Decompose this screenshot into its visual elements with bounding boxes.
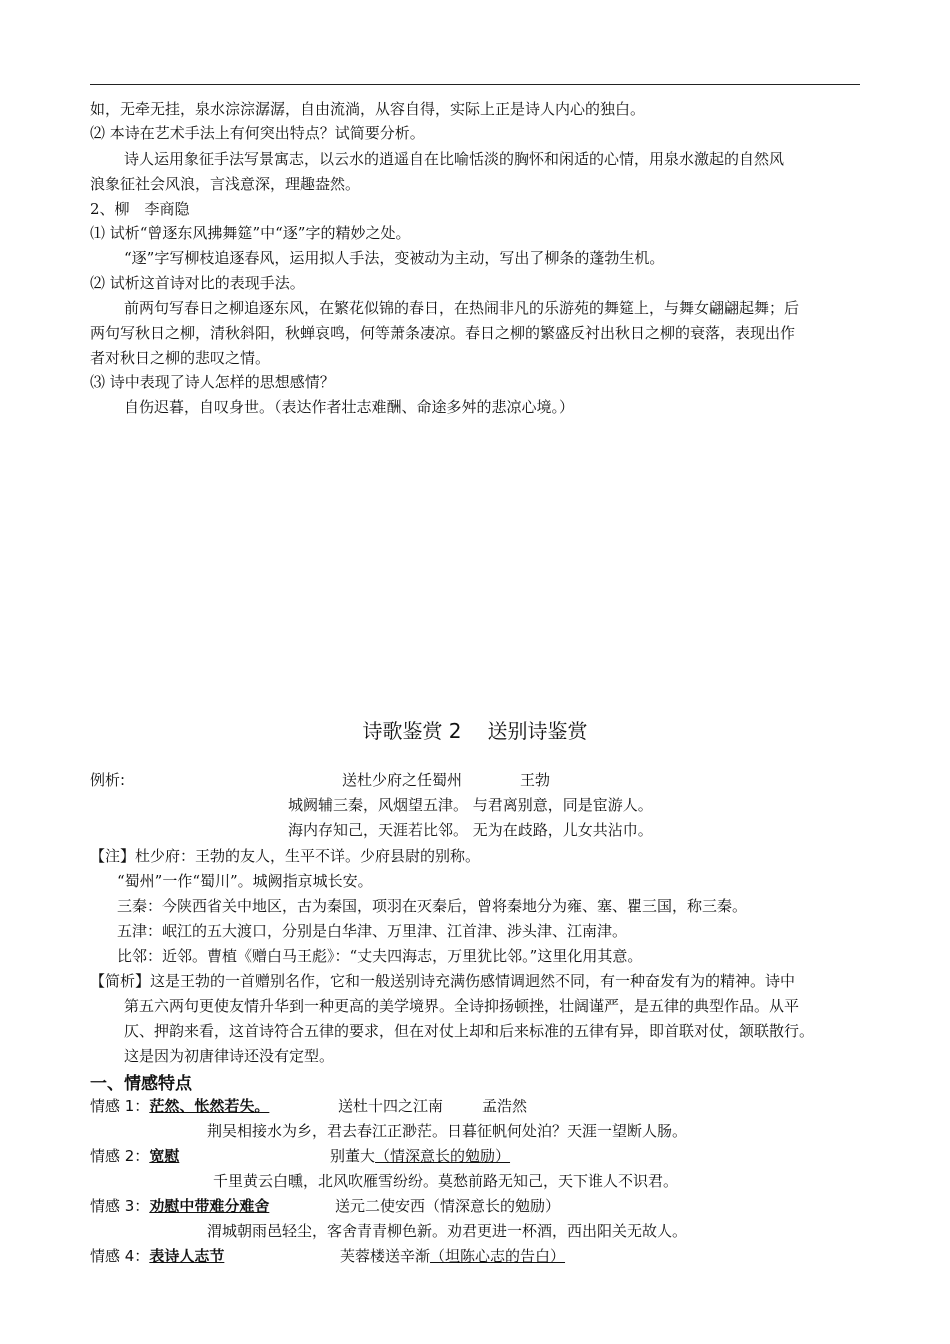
poem-line-2: 海内存知己，天涯若比邻。 无为在歧路，儿女共沾巾。: [288, 821, 653, 839]
answer-2-line1: 诗人运用象征手法写景寓志，以云水的逍遥自在比喻恬淡的胸怀和闲适的心情，用泉水激起的自然风: [124, 150, 785, 168]
emotion-4-poem: 芙蓉楼送辛渐（坦陈心志的告白）: [340, 1247, 566, 1265]
title-part2: 送别诗鉴赏: [487, 719, 588, 743]
page-title: [0, 715, 950, 744]
s2-answer-3: 自伤迟暮，自叹身世。（表达作者壮志难酬、命途多舛的悲凉心境。）: [124, 398, 575, 416]
note-2: “蜀州”一作“蜀川”。城阙指京城长安。: [117, 872, 373, 890]
section-heading: 一、情感特点: [90, 1074, 192, 1094]
paragraph-line: 如，无牵无挂，泉水淙淙潺潺，自由流淌，从容自得，实际上正是诗人内心的独白。: [90, 100, 646, 118]
header-rule: [90, 84, 860, 85]
emotion-1-label: 情感 1：茫然、怅然若失。: [90, 1097, 270, 1115]
note-1: 【注】杜少府：王勃的友人，生平不详。少府县尉的别称。: [90, 847, 481, 865]
poem-title: 送杜少府之任蜀州: [342, 771, 463, 789]
emotion-1-poem: 送杜十四之江南: [338, 1097, 444, 1115]
emotion-2-value: 宽慰: [149, 1147, 180, 1165]
emotion-1-author: 孟浩然: [482, 1097, 528, 1115]
poem-line-1: 城阙辅三秦，风烟望五津。 与君离别意，同是宦游人。: [288, 796, 653, 814]
section-2-heading: 2、柳 李商隐: [90, 200, 190, 218]
answer-2-line2: 浪象征社会风浪，言浅意深，理趣盎然。: [90, 175, 361, 193]
question-2: ⑵ 本诗在艺术手法上有何突出特点？试简要分析。: [90, 124, 425, 142]
title-part1: 诗歌鉴赏 2: [362, 719, 462, 743]
emotion-1-verse: 荆吴相接水为乡，君去春江正渺茫。日暮征帆何处泊？天涯一望断人肠。: [207, 1122, 688, 1140]
emotion-2-verse: 千里黄云白曛，北风吹雁雪纷纷。莫愁前路无知己，天下谁人不识君。: [213, 1172, 679, 1190]
emotion-2-poem: 别董大（情深意长的勉励）: [330, 1147, 511, 1165]
analysis-line-1: 【简析】这是王勃的一首赠别名作，它和一般送别诗充满伤感情调迥然不同，有一种奋发有为的精神。诗中: [90, 972, 796, 990]
emotion-2-note: （情深意长的勉励）: [375, 1147, 511, 1165]
s2-question-2: ⑵ 试析这首诗对比的表现手法。: [90, 274, 305, 292]
note-5: 比邻：近邻。曹植《赠白马王彪》：“丈夫四海志，万里犹比邻。”这里化用其意。: [117, 947, 643, 965]
example-label: 例析:: [90, 771, 126, 789]
emotion-4-value: 表诗人志节: [149, 1247, 225, 1265]
s2-answer-2-line3: 者对秋日之柳的悲叹之情。: [90, 349, 271, 367]
analysis-line-3: 仄、押韵来看，这首诗符合五律的要求，但在对仗上却和后来标准的五律有异，即首联对仗，颔联散行。: [124, 1022, 815, 1040]
s2-answer-2-line2: 两句写秋日之柳，清秋斜阳，秋蝉哀鸣，何等萧条凄凉。春日之柳的繁盛反衬出秋日之柳的衰落，表现出作: [90, 324, 796, 342]
emotion-3-label: 情感 3：劝慰中带难分难舍: [90, 1197, 270, 1215]
emotion-4-note: （坦陈心志的告白）: [430, 1247, 566, 1265]
s2-question-1: ⑴ 试析“曾逐东风拂舞筵”中“逐”字的精妙之处。: [90, 224, 411, 242]
note-4: 五津：岷江的五大渡口，分别是白华津、万里津、江首津、涉头津、江南津。: [117, 922, 628, 940]
emotion-1-value: 茫然、怅然若失。: [149, 1097, 270, 1115]
s2-answer-1: “逐”字写柳枝追逐春风，运用拟人手法，变被动为主动，写出了柳条的蓬勃生机。: [124, 249, 665, 267]
poem-author: 王勃: [520, 771, 551, 789]
emotion-2-label: 情感 2：宽慰: [90, 1147, 180, 1165]
emotion-3-verse: 渭城朝雨邑轻尘，客舍青青柳色新。劝君更进一杯酒，西出阳关无故人。: [207, 1222, 688, 1240]
note-3: 三秦：今陕西省关中地区，古为秦国，项羽在灭秦后，曾将秦地分为雍、塞、瞿三国，称三秦。: [117, 897, 748, 915]
emotion-3-value: 劝慰中带难分难舍: [149, 1197, 270, 1215]
emotion-3-poem: 送元二使安西（情深意长的勉励）: [335, 1197, 561, 1215]
s2-answer-2-line1: 前两句写春日之柳追逐东风，在繁花似锦的春日，在热闹非凡的乐游苑的舞筵上，与舞女翩翩起舞；后: [124, 299, 800, 317]
emotion-4-label: 情感 4：表诗人志节: [90, 1247, 225, 1265]
analysis-line-4: 这是因为初唐律诗还没有定型。: [124, 1047, 335, 1065]
analysis-line-2: 第五六两句更使友情升华到一种更高的美学境界。全诗抑扬顿挫，壮阔谨严，是五律的典型作品。从平: [124, 997, 800, 1015]
s2-question-3: ⑶ 诗中表现了诗人怎样的思想感情？: [90, 373, 335, 391]
